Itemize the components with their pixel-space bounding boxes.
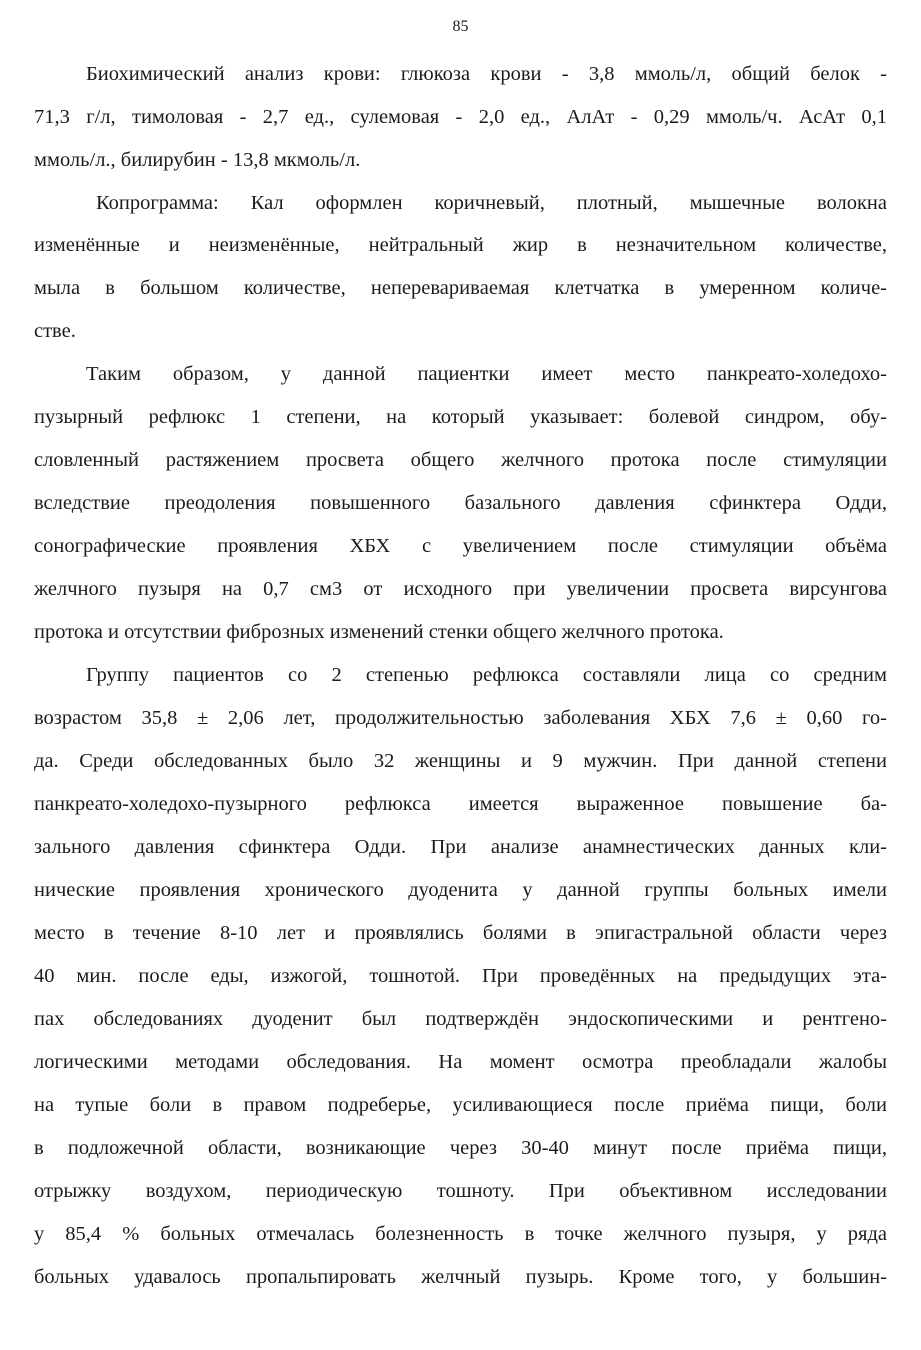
text-line: на тупые боли в правом подреберье, усиливающиеся после приёма пищи, боли bbox=[34, 1094, 887, 1116]
page-number: 85 bbox=[452, 18, 469, 35]
text-line: Биохимический анализ крови: глюкоза крови - 3,8 ммоль/л, общий белок - bbox=[86, 63, 887, 85]
text-line: нические проявления хронического дуоденита у данной группы больных имели bbox=[34, 879, 887, 901]
text-line: панкреато-холедохо-пузырного рефлюкса имеется выраженное повышение ба- bbox=[34, 793, 887, 815]
text-line: вследствие преодоления повышенного базального давления сфинктера Одди, bbox=[34, 492, 887, 514]
text-line: да. Среди обследованных было 32 женщины и 9 мужчин. При данной степени bbox=[34, 750, 887, 772]
text-line: сонографические проявления ХБХ с увеличением после стимуляции объёма bbox=[34, 535, 887, 557]
text-line: стве. bbox=[34, 320, 76, 342]
text-line: протока и отсутствии фиброзных изменений стенки общего желчного протока. bbox=[34, 621, 724, 643]
text-line: ммоль/л., билирубин - 13,8 мкмоль/л. bbox=[34, 149, 361, 171]
text-line: в подложечной области, возникающие через 30-40 минут после приёма пищи, bbox=[34, 1137, 887, 1159]
text-line: словленный растяжением просвета общего желчного протока после стимуляции bbox=[34, 449, 887, 471]
text-line: Копрограмма: Кал оформлен коричневый, плотный, мышечные волокна bbox=[96, 192, 887, 214]
text-line: логическими методами обследования. На момент осмотра преобладали жалобы bbox=[34, 1051, 887, 1073]
text-line: 40 мин. после еды, изжогой, тошнотой. При проведённых на предыдущих эта- bbox=[34, 965, 887, 987]
text-line: зального давления сфинктера Одди. При анализе анамнестических данных кли- bbox=[34, 836, 887, 858]
text-line: Группу пациентов со 2 степенью рефлюкса составляли лица со средним bbox=[86, 664, 887, 686]
text-line: пузырный рефлюкс 1 степени, на который указывает: болевой синдром, обу- bbox=[34, 406, 887, 428]
text-line: 71,3 г/л, тимоловая - 2,7 ед., сулемовая - 2,0 ед., АлАт - 0,29 ммоль/ч. АсАт 0,1 bbox=[34, 106, 887, 128]
text-line: изменённые и неизменённые, нейтральный жир в незначительном количестве, bbox=[34, 234, 887, 256]
text-line: мыла в большом количестве, непереваривaемая клетчатка в умеренном количе- bbox=[34, 277, 887, 299]
text-line: больных удавалось пропальпировать желчный пузырь. Кроме того, у большин- bbox=[34, 1266, 887, 1288]
text-line: пах обследованиях дуоденит был подтверждён эндоскопическими и рентгено- bbox=[34, 1008, 887, 1030]
text-line: у 85,4 % больных отмечалась болезненность в точке желчного пузыря, у ряда bbox=[34, 1223, 887, 1245]
text-line: возрастом 35,8 ± 2,06 лет, продолжительностью заболевания ХБХ 7,6 ± 0,60 го- bbox=[34, 707, 887, 729]
text-line: место в течение 8-10 лет и проявлялись болями в эпигастральной области через bbox=[34, 922, 887, 944]
text-line: Таким образом, у данной пациентки имеет место панкреато-холедохо- bbox=[86, 363, 887, 385]
text-line: желчного пузыря на 0,7 см3 от исходного при увеличении просвета вирсунгова bbox=[34, 578, 887, 600]
text-line: отрыжку воздухом, периодическую тошноту. При объективном исследовании bbox=[34, 1180, 887, 1202]
